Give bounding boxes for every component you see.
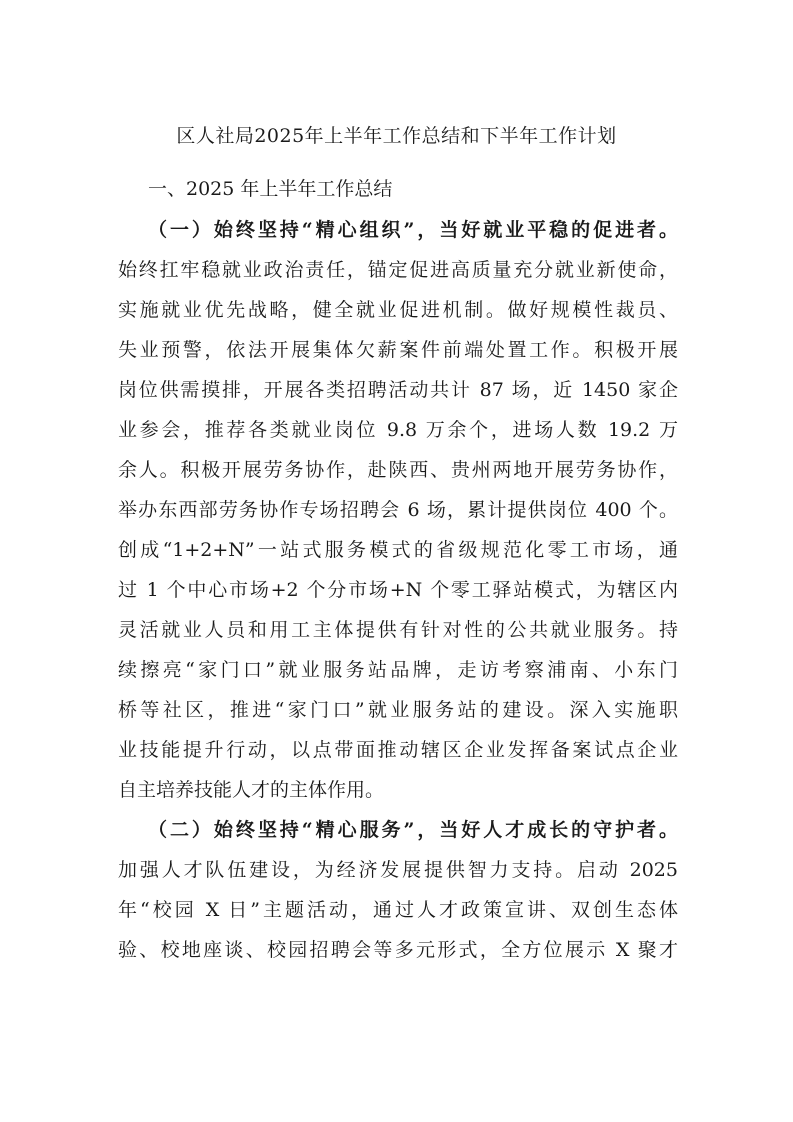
paragraph-line: 余人。积极开展劳务协作，赴陕西、贵州两地开展劳务协作， <box>118 459 678 481</box>
paragraph-line: 验、校地座谈、校园招聘会等多元形式，全方位展示 X 聚才 <box>118 939 678 961</box>
paragraph-line: 加强人才队伍建设，为经济发展提供智力支持。启动 2025 <box>118 859 678 881</box>
paragraph-line: 业参会，推荐各类就业岗位 9.8 万余个，进场人数 19.2 万 <box>118 419 678 441</box>
paragraph-line: 续擦亮“家门口”就业服务站品牌，走访考察浦南、小东门 <box>118 659 678 681</box>
paragraph-line: 年“校园 X 日”主题活动，通过人才政策宣讲、双创生态体 <box>118 899 678 921</box>
paragraph-line: 创成“1+2+N”一站式服务模式的省级规范化零工市场，通 <box>118 539 678 561</box>
paragraph-line: 失业预警，依法开展集体欠薪案件前端处置工作。积极开展 <box>118 339 678 361</box>
paragraph-line: 始终扛牢稳就业政治责任，锚定促进高质量充分就业新使命， <box>118 259 678 281</box>
paragraph-line: 自主培养技能人才的主体作用。 <box>118 779 385 801</box>
paragraph-1-heading: （一）始终坚持“精心组织”，当好就业平稳的促进者。 <box>148 219 678 241</box>
paragraph-line: 灵活就业人员和用工主体提供有针对性的公共就业服务。持 <box>118 619 678 641</box>
paragraph-line: 业技能提升行动，以点带面推动辖区企业发挥备案试点企业 <box>118 739 678 761</box>
paragraph-line: 岗位供需摸排，开展各类招聘活动共计 87 场，近 1450 家企 <box>118 379 678 401</box>
section-heading: 一、2025 年上半年工作总结 <box>148 178 393 200</box>
document-title: 区人社局2025年上半年工作总结和下半年工作计划 <box>176 125 617 147</box>
paragraph-line: 桥等社区，推进“家门口”就业服务站的建设。深入实施职 <box>118 699 678 721</box>
paragraph-line: 举办东西部劳务协作专场招聘会 6 场，累计提供岗位 400 个。 <box>118 499 678 521</box>
paragraph-2-heading: （二）始终坚持“精心服务”，当好人才成长的守护者。 <box>148 819 678 841</box>
paragraph-line: 过 1 个中心市场+2 个分市场+N 个零工驿站模式，为辖区内 <box>118 579 678 601</box>
paragraph-line: 实施就业优先战略，健全就业促进机制。做好规模性裁员、 <box>118 299 678 321</box>
